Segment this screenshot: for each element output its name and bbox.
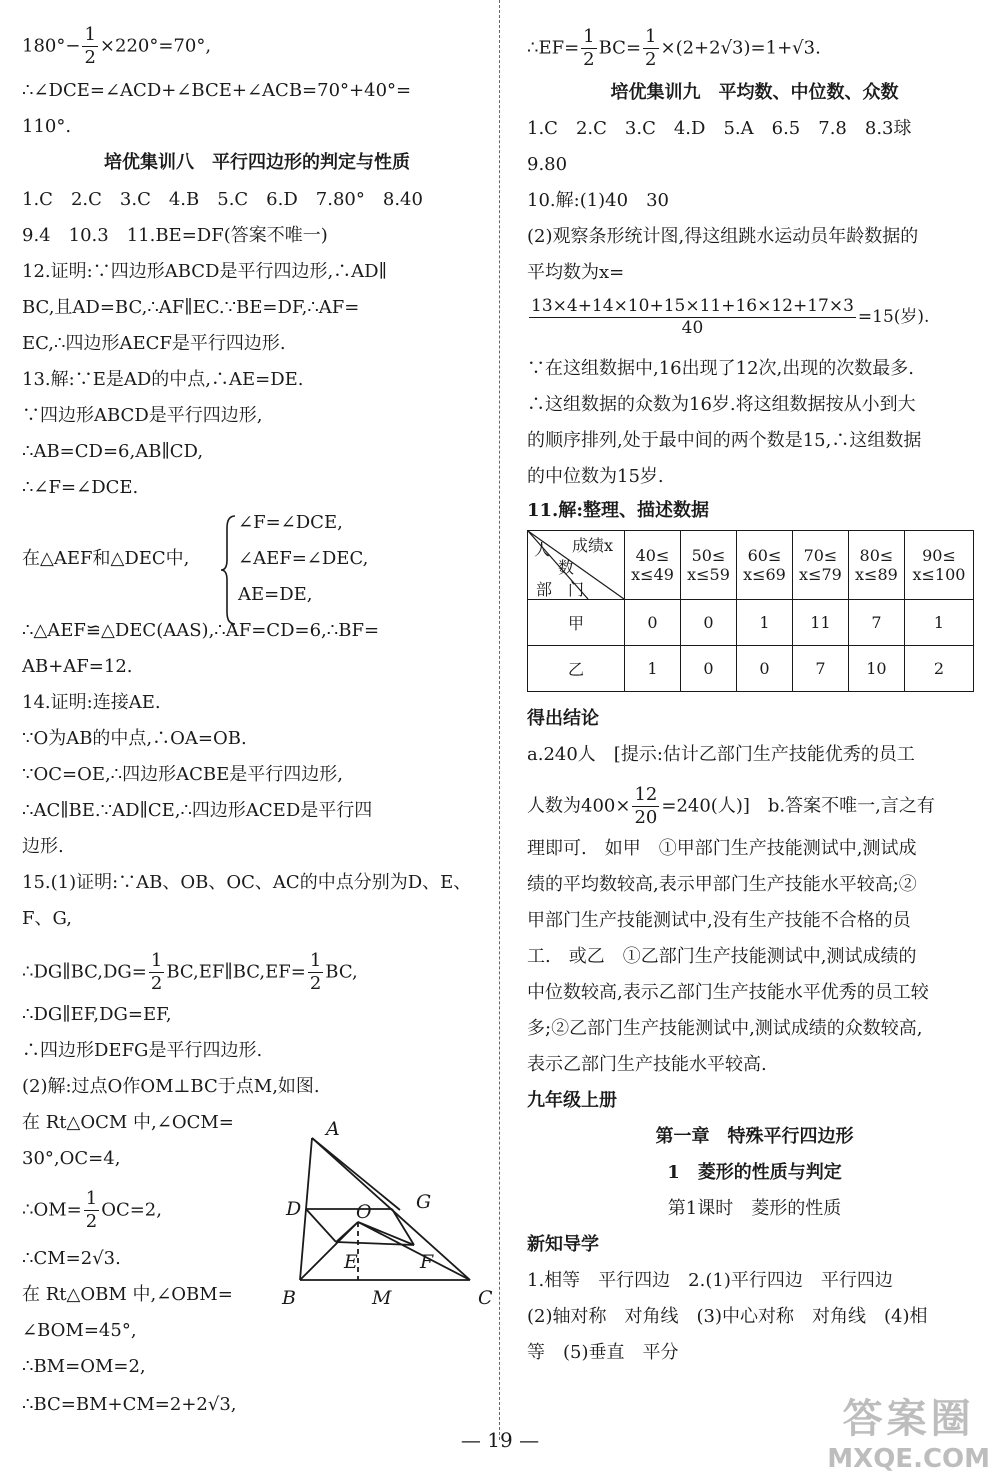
table-cell: 0 <box>680 646 736 692</box>
text-line: 平均数为x= <box>527 262 625 283</box>
fraction: $\frac{1}{2}$ <box>84 24 96 68</box>
table-cell: 1 <box>625 646 681 692</box>
table-corner-cell <box>528 531 625 600</box>
text-line: 边形. <box>22 836 64 857</box>
text-line: ∵四边形ABCD是平行四边形, <box>22 405 263 426</box>
section-title: 培优集训九 平均数、中位数、众数 <box>610 82 899 103</box>
text-line: 14.证明:连接AE. <box>22 692 161 713</box>
page-number: — 19 — <box>460 1428 540 1452</box>
figure-label: F <box>420 1251 434 1273</box>
text-line: 的顺序排列,处于最中间的两个数是15,∴这组数据 <box>527 430 922 451</box>
text-line: ∴DG∥BC,DG= $\frac{1}{2}$ BC,EF∥BC,EF= $\frac{1}{2}$ BC, <box>22 950 358 994</box>
brace-condition: AE=DE, <box>238 584 313 605</box>
text-line: 表示乙部门生产技能水平较高. <box>527 1054 767 1075</box>
text-line: ∴四边形DEFG是平行四边形. <box>22 1040 263 1061</box>
text-line: ∴CM=2√3. <box>22 1248 121 1269</box>
table-row <box>528 646 974 692</box>
fraction: $\frac{13\times 4+14\times 10+15\times 11+16\times 12+17\times 3}{40}$ <box>531 296 854 338</box>
brace-condition: ∠F=∠DCE, <box>238 512 343 533</box>
table-cell: 0 <box>625 600 681 646</box>
corner-label: 数 <box>558 558 575 577</box>
table-row <box>528 600 974 646</box>
dept-cell: 乙 <box>528 646 625 692</box>
fraction: $\frac{1}{2}$ <box>85 1188 98 1232</box>
section-title: 培优集训八 平行四边形的判定与性质 <box>104 152 410 173</box>
text-line: BC,且AD=BC,∴AF∥EC.∵BE=DF,∴AF= <box>22 297 360 318</box>
chapter-title: 第一章 特殊平行四边形 <box>655 1126 854 1147</box>
figure-label: O <box>356 1201 372 1223</box>
corner-label: 成绩x <box>572 536 614 555</box>
table-header-row <box>528 531 974 600</box>
text-line: 得出结论 <box>527 708 599 729</box>
mean-formula: $\frac{13\times 4+14\times 10+15\times 11+16\times 12+17\times 3}{40}$ =15(岁). <box>531 296 930 338</box>
text-line: ∵OC=OE,∴四边形ACBE是平行四边形, <box>22 764 343 785</box>
text-line: 的中位数为15岁. <box>527 466 664 487</box>
answer-line: 1.C 2.C 3.C 4.B 5.C 6.D 7.80° 8.40 <box>22 189 423 210</box>
text-line: 甲部门生产技能测试中,没有生产技能不合格的员 <box>527 910 911 931</box>
figure-label: C <box>478 1287 493 1309</box>
text-line: 理即可. 如甲 ①甲部门生产技能测试中,测试成 <box>527 838 917 859</box>
table-cell: 10 <box>848 646 904 692</box>
text-line: (2)轴对称 对角线 (3)中心对称 对角线 (4)相 <box>527 1306 928 1327</box>
brace-condition: ∠AEF=∠DEC, <box>238 548 369 569</box>
text-line: ∵在这组数据中,16出现了12次,出现的次数最多. <box>527 358 914 379</box>
text-line: 在 Rt△OBM 中,∠OBM= <box>22 1284 233 1305</box>
text-line: F、G, <box>22 908 72 929</box>
text-line: ∵O为AB的中点,∴OA=OB. <box>22 728 247 749</box>
table-header-cell: 90≤ x≤100 <box>904 531 973 600</box>
text-line: ∴∠F=∠DCE. <box>22 477 139 498</box>
fraction: $\frac{1}{2}$ <box>150 950 163 994</box>
text-line: ∴这组数据的众数为16岁.将这组数据按从小到大 <box>527 394 916 415</box>
text-line: 110°. <box>22 116 72 137</box>
table-header-cell: 70≤ x≤79 <box>792 531 848 600</box>
figure-label: E <box>344 1251 358 1273</box>
text-line: (2)观察条形统计图,得这组跳水运动员年龄数据的 <box>527 226 919 247</box>
text-line: 13.解:∵E是AD的中点,∴AE=DE. <box>22 369 304 390</box>
text-line: ∴△AEF≌△DEC(AAS),∴AF=CD=6,∴BF= <box>22 620 380 641</box>
watermark-logo <box>827 1387 990 1474</box>
fraction: $\frac{1}{2}$ <box>583 26 595 70</box>
table-header-cell: 50≤ x≤59 <box>680 531 736 600</box>
table-header-cell: 60≤ x≤69 <box>736 531 792 600</box>
text-line: ∴OM= $\frac{1}{2}$ OC=2, <box>22 1188 162 1232</box>
table-cell: 1 <box>904 600 973 646</box>
text-line: 11.解:整理、描述数据 <box>527 500 709 521</box>
figure-label: D <box>286 1198 302 1220</box>
figure-label: M <box>372 1287 392 1309</box>
text-line: 多;②乙部门生产技能测试中,测试成绩的众数较高, <box>527 1018 923 1039</box>
text-line: ∴AB=CD=6,AB∥CD, <box>22 441 204 462</box>
table-header-cell: 80≤ x≤89 <box>848 531 904 600</box>
figure-label: A <box>326 1118 340 1140</box>
geometry-figure <box>280 1118 500 1318</box>
table-cell: 2 <box>904 646 973 692</box>
text-line: 10.解:(1)40 30 <box>527 190 669 211</box>
text-line: 中位数较高,表示乙部门生产技能水平优秀的员工较 <box>527 982 929 1003</box>
table-cell: 7 <box>792 646 848 692</box>
answer-line: 9.4 10.3 11.BE=DF(答案不唯一) <box>22 225 328 246</box>
fraction: $\frac{12}{20}$ <box>634 784 658 828</box>
text-line: 人数为400× $\frac{12}{20}$ =240(人)] b.答案不唯一,言之有 <box>527 784 935 828</box>
figure-label: G <box>416 1191 432 1213</box>
text-line: EC,∴四边形AECF是平行四边形. <box>22 333 286 354</box>
text-line: ∴∠DCE=∠ACD+∠BCE+∠ACB=70°+40°= <box>22 80 412 101</box>
grade-table <box>527 530 974 692</box>
text-line: 1.相等 平行四边 2.(1)平行四边 平行四边 <box>527 1270 893 1291</box>
answer-line: 1.C 2.C 3.C 4.D 5.A 6.5 7.8 8.3球 <box>527 118 912 139</box>
text-line: 在 Rt△OCM 中,∠OCM= <box>22 1112 234 1133</box>
text-line: 15.(1)证明:∵AB、OB、OC、AC的中点分别为D、E、 <box>22 872 472 893</box>
text-line: ∴DG∥EF,DG=EF, <box>22 1004 172 1025</box>
text-line: ∴BC=BM+CM=2+2√3, <box>22 1394 237 1415</box>
fraction: $\frac{1}{2}$ <box>645 26 657 70</box>
subsection-title: 新知导学 <box>527 1234 599 1255</box>
text-line: AB+AF=12. <box>22 656 133 677</box>
text-line: ∠BOM=45°, <box>22 1320 137 1341</box>
corner-label: 部 门 <box>536 580 585 599</box>
left-brace <box>219 514 239 626</box>
table-cell: 7 <box>848 600 904 646</box>
table-cell: 11 <box>792 600 848 646</box>
corner-label: 人 <box>534 540 551 559</box>
text-line: 180°− $\frac{1}{2}$ ×220°=70°, <box>22 24 212 68</box>
dept-cell: 甲 <box>528 600 625 646</box>
table-cell: 0 <box>736 646 792 692</box>
text-line: 12.证明:∵四边形ABCD是平行四边形,∴AD∥ <box>22 261 387 282</box>
text-line: 绩的平均数较高,表示甲部门生产技能水平较高;② <box>527 874 917 895</box>
text-line: (2)解:过点O作OM⊥BC于点M,如图. <box>22 1076 320 1097</box>
text-line: 在△AEF和△DEC中, <box>22 548 190 569</box>
grade-heading: 九年级上册 <box>527 1090 617 1111</box>
watermark-url: MXQE.COM <box>827 1444 990 1474</box>
figure-label: B <box>282 1287 296 1309</box>
table-cell: 0 <box>680 600 736 646</box>
answer-line: 9.80 <box>527 154 568 175</box>
table-header-cell: 40≤ x≤49 <box>625 531 681 600</box>
text-line: 30°,OC=4, <box>22 1148 121 1169</box>
text-line: 工. 或乙 ①乙部门生产技能测试中,测试成绩的 <box>527 946 917 967</box>
class-title: 第1课时 菱形的性质 <box>667 1198 842 1219</box>
text-line: a.240人 [提示:估计乙部门生产技能优秀的员工 <box>527 744 915 765</box>
text-line: ∴BM=OM=2, <box>22 1356 146 1377</box>
text-line: ∴EF= $\frac{1}{2}$ BC= $\frac{1}{2}$ ×(2+2√3)=1+√3. <box>527 26 821 70</box>
lesson-title: 1 菱形的性质与判定 <box>667 1162 842 1183</box>
watermark-text: 答案圈 <box>842 1396 975 1442</box>
fraction: $\frac{1}{2}$ <box>309 950 322 994</box>
text-line: ∴AC∥BE.∵AD∥CE,∴四边形ACED是平行四 <box>22 800 373 821</box>
table-cell: 1 <box>736 600 792 646</box>
text-line: 等 (5)垂直 平分 <box>527 1342 679 1363</box>
